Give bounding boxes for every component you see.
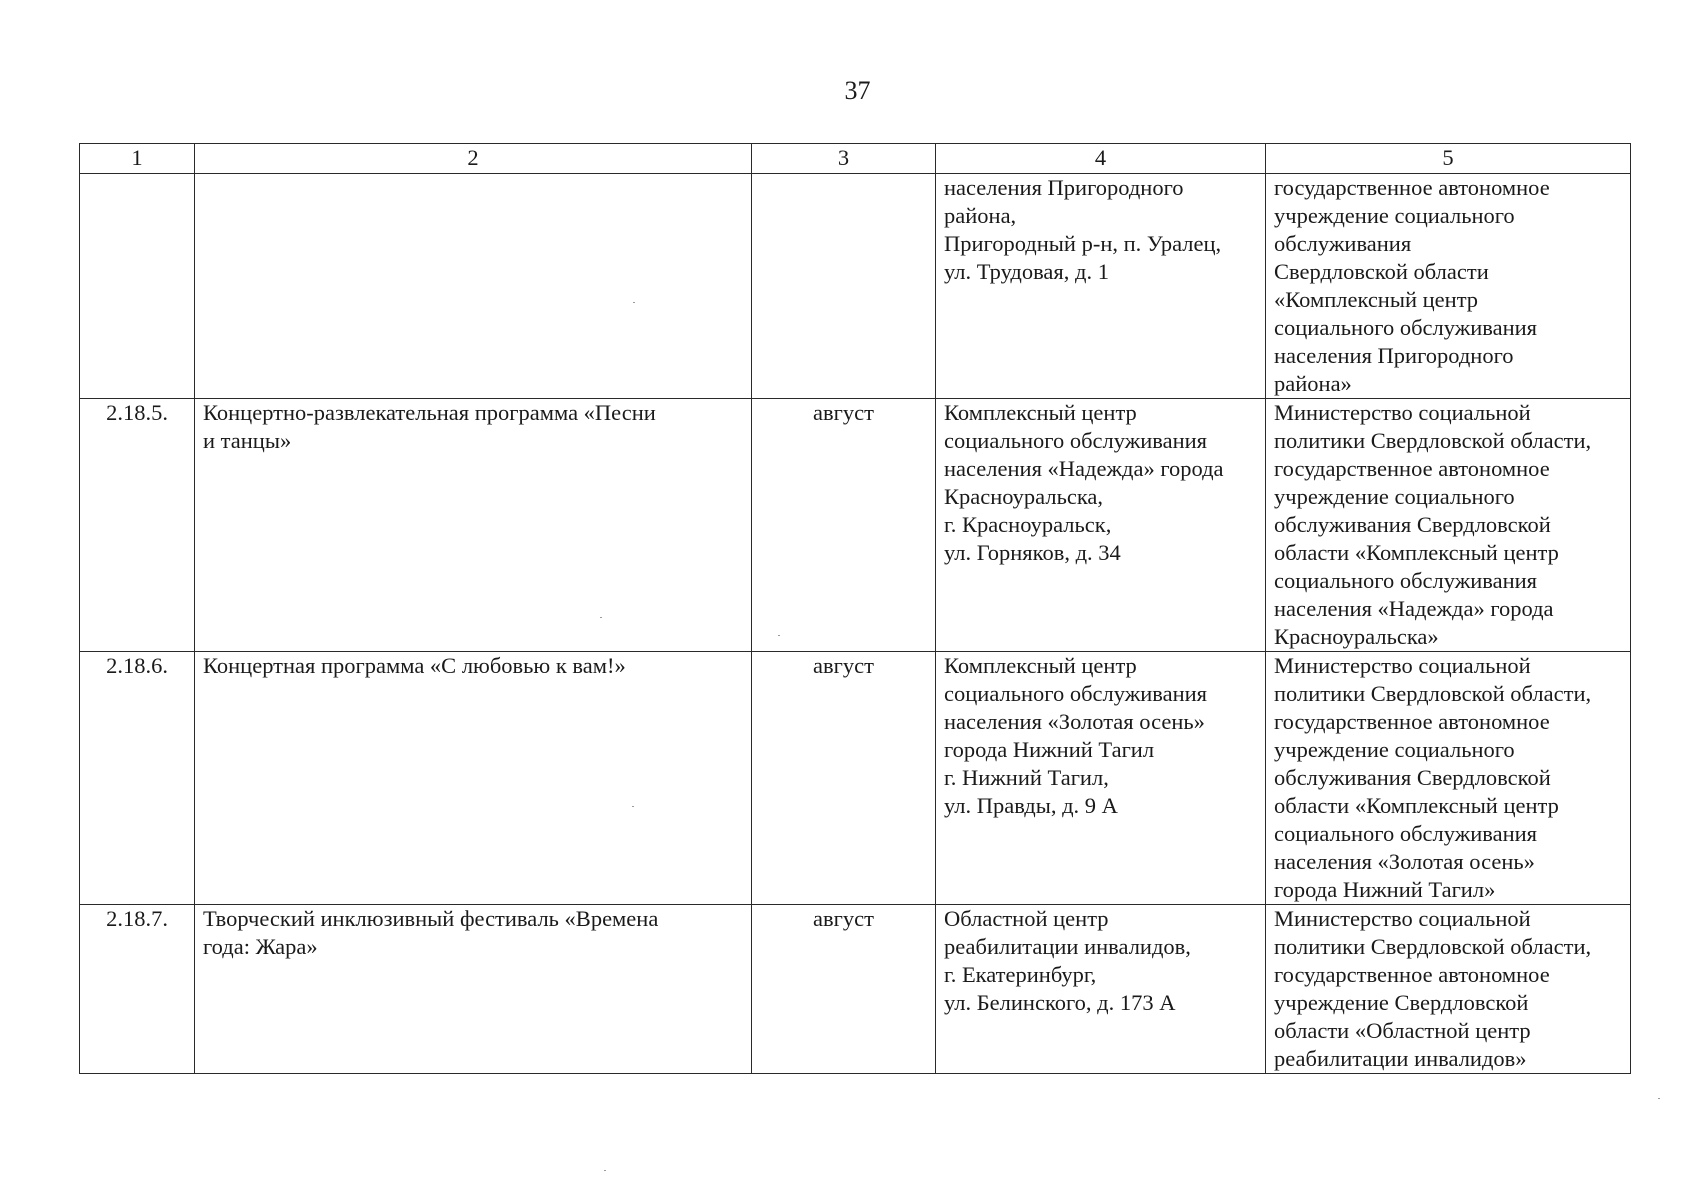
event-name: Творческий инклюзивный фестиваль «Времена года: Жара» (195, 905, 752, 1074)
responsible-org: Министерство социальной политики Свердловской области, государственное автономное учреждение Свердловской области «Областной центр реабилитации инвалидов» (1266, 905, 1631, 1074)
scan-speck (633, 302, 635, 303)
header-col-date: 3 (752, 144, 936, 174)
item-number: 2.18.5. (80, 399, 195, 652)
event-date: август (752, 905, 936, 1074)
event-place: Областной центр реабилитации инвалидов, г. Екатеринбург, ул. Белинского, д. 173 А (936, 905, 1266, 1074)
table-row (80, 652, 1631, 905)
scan-speck (1658, 1098, 1660, 1099)
header-col-responsible: 5 (1266, 144, 1631, 174)
events-table (79, 143, 1631, 1074)
responsible-org: государственное автономное учреждение социального обслуживания Свердловской области «Комплексный центр социального обслуживания населения Пригородного района» (1266, 174, 1631, 399)
responsible-org: Министерство социальной политики Свердловской области, государственное автономное учреждение социального обслуживания Свердловской области «Комплексный центр социального обслуживания населения «Надежда» города Красноуральска» (1266, 399, 1631, 652)
header-row (80, 144, 1631, 174)
scan-speck (778, 635, 780, 636)
scan-speck (604, 1170, 606, 1171)
table-row (80, 174, 1631, 399)
table-row (80, 905, 1631, 1074)
event-name: Концертно-развлекательная программа «Песни и танцы» (195, 399, 752, 652)
page-number: 37 (844, 76, 871, 105)
header-col-number: 1 (80, 144, 195, 174)
event-place: Комплексный центр социального обслуживания населения «Надежда» города Красноуральска, г. Красноуральск, ул. Горняков, д. 34 (936, 399, 1266, 652)
event-date (752, 174, 936, 399)
event-date: август (752, 652, 936, 905)
scan-speck (632, 806, 634, 807)
scan-speck (600, 617, 602, 618)
event-name (195, 174, 752, 399)
event-name: Концертная программа «С любовью к вам!» (195, 652, 752, 905)
event-place: населения Пригородного района, Пригородный р-н, п. Уралец, ул. Трудовая, д. 1 (936, 174, 1266, 399)
item-number: 2.18.7. (80, 905, 195, 1074)
event-place: Комплексный центр социального обслуживания населения «Золотая осень» города Нижний Тагил г. Нижний Тагил, ул. Правды, д. 9 А (936, 652, 1266, 905)
header-col-event: 2 (195, 144, 752, 174)
responsible-org: Министерство социальной политики Свердловской области, государственное автономное учреждение социального обслуживания Свердловской области «Комплексный центр социального обслуживания населения «Золотая осень» города Нижний Тагил» (1266, 652, 1631, 905)
item-number: 2.18.6. (80, 652, 195, 905)
header-col-place: 4 (936, 144, 1266, 174)
table-row (80, 399, 1631, 652)
event-date: август (752, 399, 936, 652)
item-number (80, 174, 195, 399)
